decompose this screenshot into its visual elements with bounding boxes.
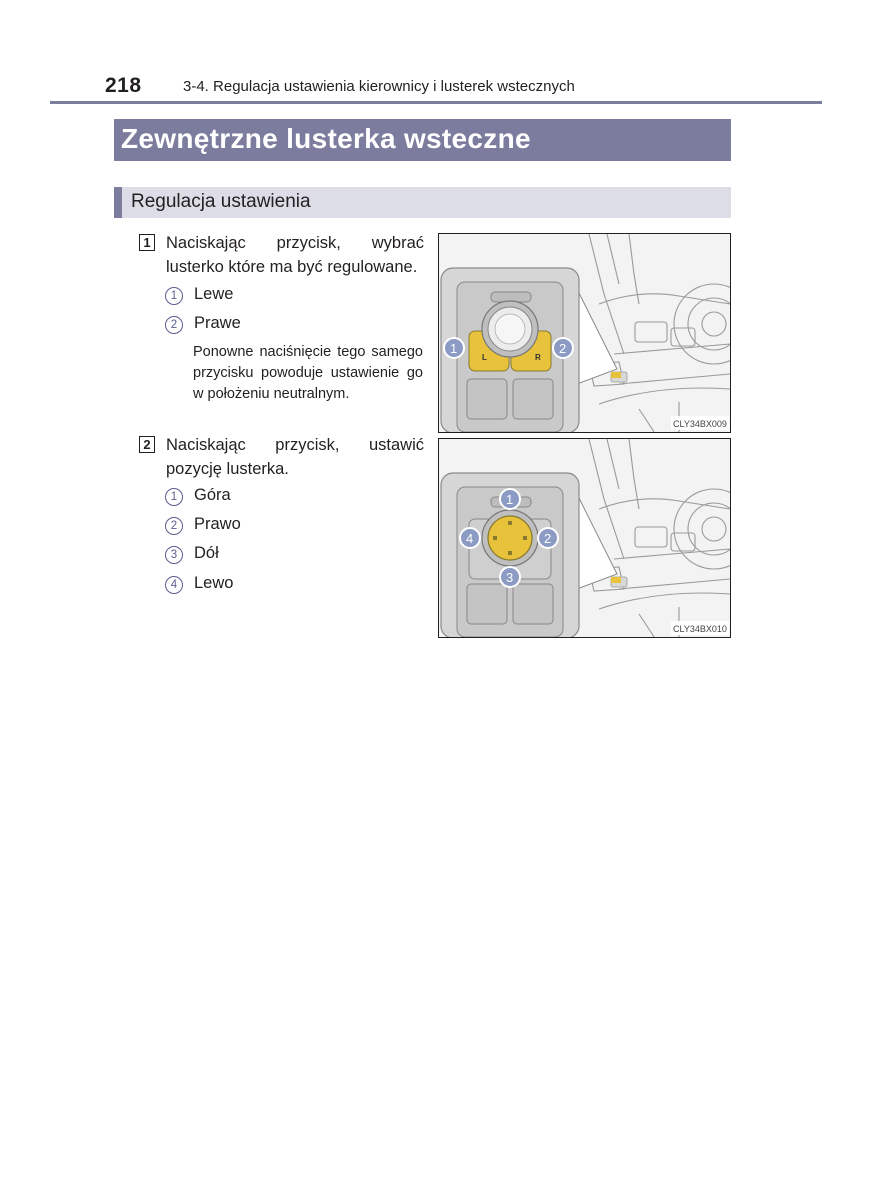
step-1-option-2-number: 2 [165,316,183,334]
step-2-option-1-label: Góra [194,486,231,504]
step-2-option-4-label: Lewo [194,574,234,592]
step-2-option-3-number: 3 [165,546,183,564]
step-2-number: 2 [139,436,155,453]
svg-text:1: 1 [450,341,458,356]
svg-text:2: 2 [559,341,567,356]
figure-2-callout-4 [460,528,480,548]
figure-2-callout-2 [538,528,558,548]
chapter-title: 3-4. Regulacja ustawienia kierownicy i lusterek wstecznych [183,78,575,95]
figure-1-callout-2 [553,338,573,358]
step-2-option-1-number: 1 [165,488,183,506]
svg-text:4: 4 [466,531,474,546]
step-1-note: Ponowne naciśnięcie tego samego przycisku powoduje ustawienie go w położeniu neutralnym. [193,344,423,402]
svg-text:1: 1 [506,492,514,507]
svg-text:3: 3 [506,570,514,585]
step-2-option-2-label: Prawo [194,515,241,533]
figure-2-callout-3 [500,567,520,587]
svg-text:2: 2 [544,531,552,546]
step-1-option-2-label: Prawe [194,314,241,332]
figure-1-code: CLY34BX009 [673,419,727,429]
header-rule [50,101,822,104]
right-key-label: R [535,353,541,362]
step-2-option-4-number: 4 [165,576,183,594]
left-key-label: L [482,353,487,362]
step-2-text: Naciskając przycisk, ustawić pozycję lusterka. [166,436,424,478]
step-1-option-1-label: Lewe [194,285,234,303]
mirror-adjust-illustration [439,439,730,637]
step-1-number: 1 [139,234,155,251]
step-2-option-2-number: 2 [165,517,183,535]
figure-2-callout-1 [500,489,520,509]
step-1-text: Naciskając przycisk, wybrać lusterko które ma być regulowane. [166,234,424,276]
subsection-accent [114,187,122,218]
figure-mirror-select [438,233,731,433]
mirror-select-illustration [439,234,730,432]
step-2-option-3-label: Dół [194,544,219,562]
page-number: 218 [105,74,142,97]
figure-1-callout-1 [444,338,464,358]
step-1-option-1-number: 1 [165,287,183,305]
section-title: Zewnętrzne lusterka wsteczne [121,123,531,154]
figure-2-code: CLY34BX010 [673,624,727,634]
subsection-title: Regulacja ustawienia [131,191,311,212]
figure-mirror-adjust [438,438,731,638]
